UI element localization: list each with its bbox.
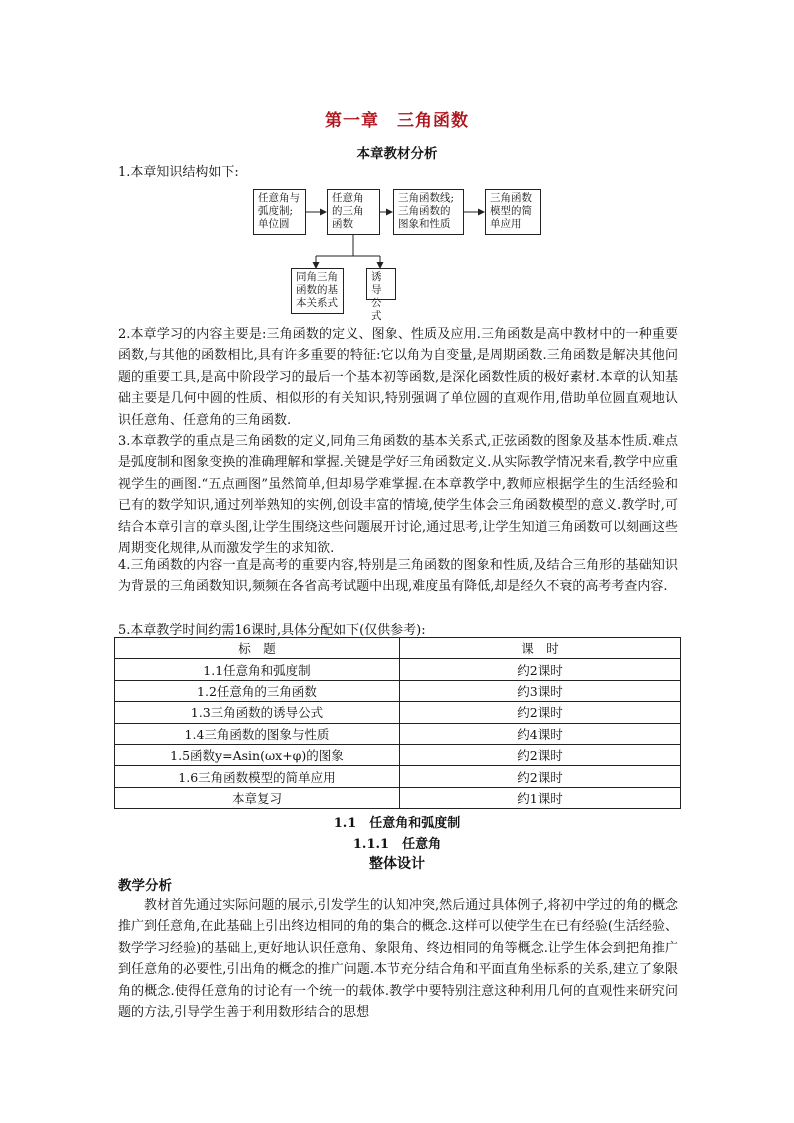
table-cell-title: 1.6三角函数模型的简单应用 — [115, 766, 400, 787]
chapter-title: 第一章 三角函数 — [325, 111, 469, 131]
table-cell-hours: 约2课时 — [400, 702, 681, 723]
diagram-box-graphs: 三角函数线; 三角函数的 图象和性质 — [393, 189, 464, 235]
subsection-1-1: 1.1 任意角和弧度制 — [333, 816, 461, 831]
table-row — [115, 787, 681, 808]
teaching-analysis-heading: 教学分析 — [118, 878, 172, 894]
item-3: 3.本章教学的重点是三角函数的定义,同角三角函数的基本关系式,正弦函数的图象及基本性质.难点是弧度制和图象变换的准确理解和掌握.关键是学好三角函数定义.从实际教学情况来看,教学中应重视学生的画图.“五点画图”虽然简单,但却易学难掌握.在本章教学中,教师应根据学生的生活经验和已有的数学知识,通过列举熟知的实例,创设丰富的情境,使学生体会三角函数模型的意义.教学时,可结合本章引言的章头图,让学生围绕这些问题展开讨论,通过思考,让学生知道三角函数可以刻画这些周期变化规律,从而激发学生的求知欲. — [118, 434, 678, 557]
table-header-hours: 课 时 — [400, 638, 681, 659]
table-row — [115, 723, 681, 744]
diagram-box-induction-formula: 诱导 公式 — [366, 268, 396, 300]
table-cell-hours: 约2课时 — [400, 766, 681, 787]
table-row — [115, 659, 681, 680]
table-cell-title: 1.3三角函数的诱导公式 — [115, 702, 400, 723]
table-row — [115, 702, 681, 723]
item-1: 1.本章知识结构如下: — [118, 165, 239, 180]
item-5: 5.本章教学时间约需16课时,具体分配如下(仅供参考): — [118, 623, 426, 638]
table-cell-hours: 约2课时 — [400, 659, 681, 680]
table-cell-hours: 约4课时 — [400, 723, 681, 744]
subsection-1-1-1: 1.1.1 任意角 — [352, 837, 442, 852]
table-cell-title: 1.4三角函数的图象与性质 — [115, 723, 400, 744]
section-title: 本章教材分析 — [356, 146, 438, 162]
table-cell-hours: 约2课时 — [400, 744, 681, 765]
diagram-box-basic-relations: 同角三角 函数的基 本关系式 — [291, 268, 344, 314]
knowledge-structure-diagram — [250, 184, 545, 322]
table-cell-hours: 约1课时 — [400, 787, 681, 808]
table-header-title: 标 题 — [115, 638, 400, 659]
table-header-row — [115, 638, 681, 659]
item-2: 2.本章学习的内容主要是:三角函数的定义、图象、性质及应用.三角函数是高中教材中的一种重要函数,与其他的函数相比,具有许多重要的特征:它以角为自变量,是周期函数.三角函数是解决其他问题的重要工具,是高中阶段学习的最后一个基本初等函数,是深化函数性质的极好素材.本章的认知基础主要是几何中圆的性质、相似形的有关知识,特别强调了单位圆的直观作用,借助单位圆直观地认识任意角、任意角的三角函数. — [118, 327, 678, 428]
table-cell-title: 本章复习 — [115, 787, 400, 808]
table-cell-title: 1.5函数y=Asin(ωx+φ)的图象 — [115, 744, 400, 765]
diagram-box-trig-function: 任意角 的三角 函数 — [327, 189, 380, 235]
table-row — [115, 744, 681, 765]
teaching-analysis-text: 教材首先通过实际问题的展示,引发学生的认知冲突,然后通过具体例子,将初中学过的角的概念推广到任意角,在此基础上引出终边相同的角的集合的概念.这样可以使学生在已有经验(生活经验、数学学习经验)的基础上,更好地认识任意角、象限角、终边相同的角等概念.让学生体会到把角推广到任意角的必要性,引出角的概念的推广问题.本节充分结合角和平面直角坐标系的关系,建立了象限角的概念.使得任意角的讨论有一个统一的载体.教学中要特别注意这种利用几何的直观性来研究问题的方法,引导学生善于利用数形结合的思想 — [118, 898, 678, 1021]
diagram-box-arbitrary-angle: 任意角与 弧度制; 单位圆 — [253, 189, 306, 235]
diagram-box-models: 三角函数 模型的简 单应用 — [485, 189, 541, 235]
table-cell-hours: 约3课时 — [400, 680, 681, 701]
table-row — [115, 766, 681, 787]
table-cell-title: 1.1任意角和弧度制 — [115, 659, 400, 680]
table-row — [115, 680, 681, 701]
item-4: 4.三角函数的内容一直是高考的重要内容,特别是三角函数的图象和性质,及结合三角形的基础知识为背景的三角函数知识,频频在各省高考试题中出现,难度虽有降低,却是经久不衰的高考考查内容. — [118, 558, 678, 595]
overall-design-title: 整体设计 — [369, 856, 425, 872]
table-cell-title: 1.2任意角的三角函数 — [115, 680, 400, 701]
schedule-table — [114, 637, 681, 809]
